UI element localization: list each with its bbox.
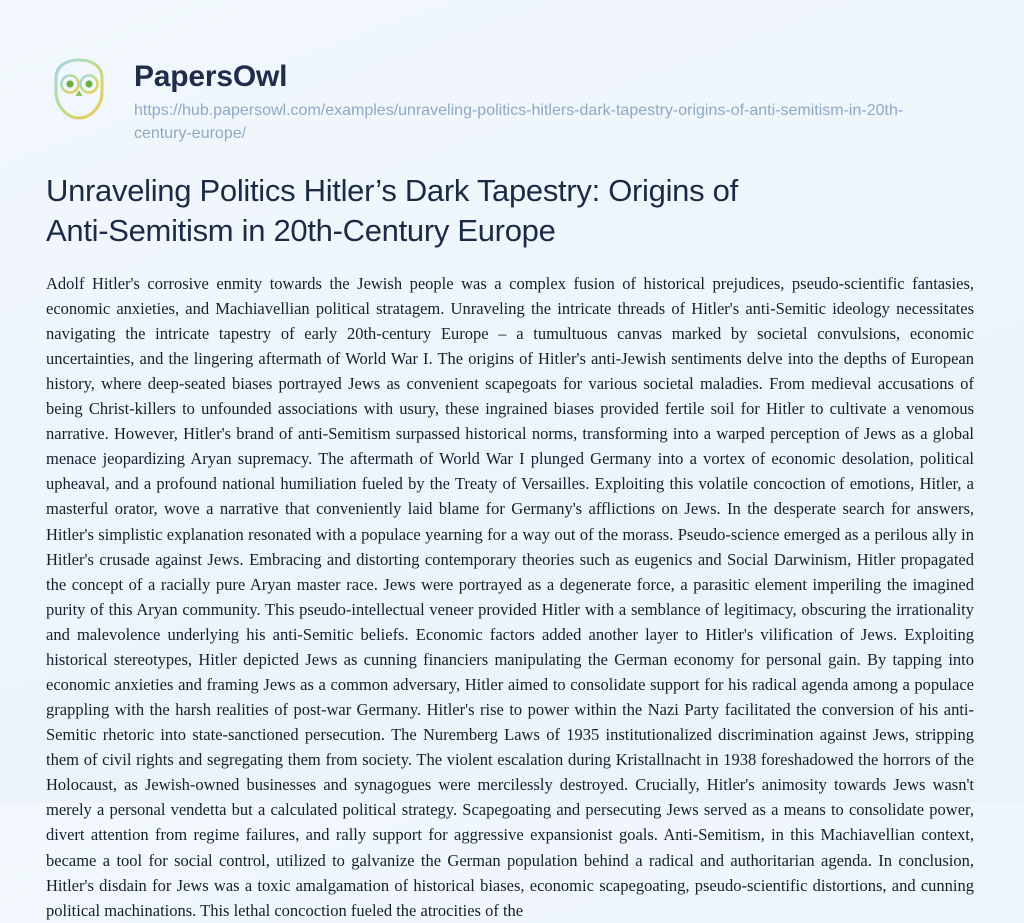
article-body: Adolf Hitler's corrosive enmity towards the Jewish people was a complex fusion of historical prejudices, pseudo-scientific fantasies, economic anxieties, and Machiavellian political stratagem. Unraveling the intricate threads of Hitler's anti-Semitic ideology necessitates navigating the intricate tapestry of early 20th-century Europe – a tumultuous canvas marked by societal convulsions, economic uncertainties, and the lingering aftermath of World War I. The origins of Hitler's anti-Jewish sentiments delve into the depths of European history, where deep-seated biases portrayed Jews as convenient scapegoats for various societal maladies. From medieval accusations of being Christ-killers to unfounded associations with usury, these ingrained biases provided fertile soil for Hitler to cultivate a venomous narrative. However, Hitler's brand of anti-Semitism surpassed historical norms, transforming into a warped perception of Jews as a global menace jeopardizing Aryan supremacy. The aftermath of World War I plunged Germany into a vortex of economic desolation, political upheaval, and a profound national humiliation fueled by the Treaty of Versailles. Exploiting this volatile concoction of emotions, Hitler, a masterful orator, wove a narrative that conveniently laid blame for Germany's afflictions on Jews. In the desperate search for answers, Hitler's simplistic explanation resonated with a populace yearning for a way out of the morass. Pseudo-science emerged as a perilous ally in Hitler's crusade against Jews. Embracing and distorting contemporary theories such as eugenics and Social Darwinism, Hitler propagated the concept of a racially pure Aryan master race. Jews were portrayed as a degenerate force, a parasitic element imperiling the imagined purity of this Aryan community. This pseudo-intellectual veneer provided Hitler with a semblance of legitimacy, obscuring the irrationality and malevolence underlying his anti-Semitic beliefs. Economic factors added another layer to Hitler's vilification of Jews. Exploiting historical stereotypes, Hitler depicted Jews as cunning financiers manipulating the German economy for personal gain. By tapping into economic anxieties and framing Jews as a common adversary, Hitler aimed to consolidate support for his radical agenda among a populace grappling with the harsh realities of post-war Germany. Hitler's rise to power within the Nazi Party facilitated the conversion of his anti-Semitic rhetoric into state-sanctioned persecution. The Nuremberg Laws of 1935 institutionalized discrimination against Jews, stripping them of civil rights and segregating them from society. The violent escalation during Kristallnacht in 1938 foreshadowed the horrors of the Holocaust, as Jewish-owned businesses and synagogues were mercilessly destroyed. Crucially, Hitler's animosity towards Jews wasn't merely a personal vendetta but a calculated political strategy. Scapegoating and persecuting Jews served as a means to consolidate power, divert attention from regime failures, and rally support for aggressive expansionist goals. Anti-Semitism, in this Machiavellian context, became a tool for social control, utilized to galvanize the German population behind a radical and authoritarian agenda. In conclusion, Hitler's disdain for Jews was a toxic amalgamation of historical biases, economic scapegoating, pseudo-scientific distortions, and cunning political machinations. This lethal concoction fueled the atrocities of the: [46, 273, 974, 920]
article-container: [0, 145, 1024, 922]
brand-name: PapersOwl: [134, 60, 288, 93]
source-url[interactable]: https://hub.papersowl.com/examples/unraveling-politics-hitlers-dark-tapestry-origins-of-anti-semitism-in-20th-century-europe/: [134, 102, 904, 143]
brand-block: [134, 52, 934, 145]
page-title: Unraveling Politics Hitler’s Dark Tapestry: Origins of Anti-Semitism in 20th-Century Europe: [46, 173, 738, 249]
owl-logo-icon[interactable]: [46, 56, 112, 122]
site-header: [0, 0, 1024, 145]
